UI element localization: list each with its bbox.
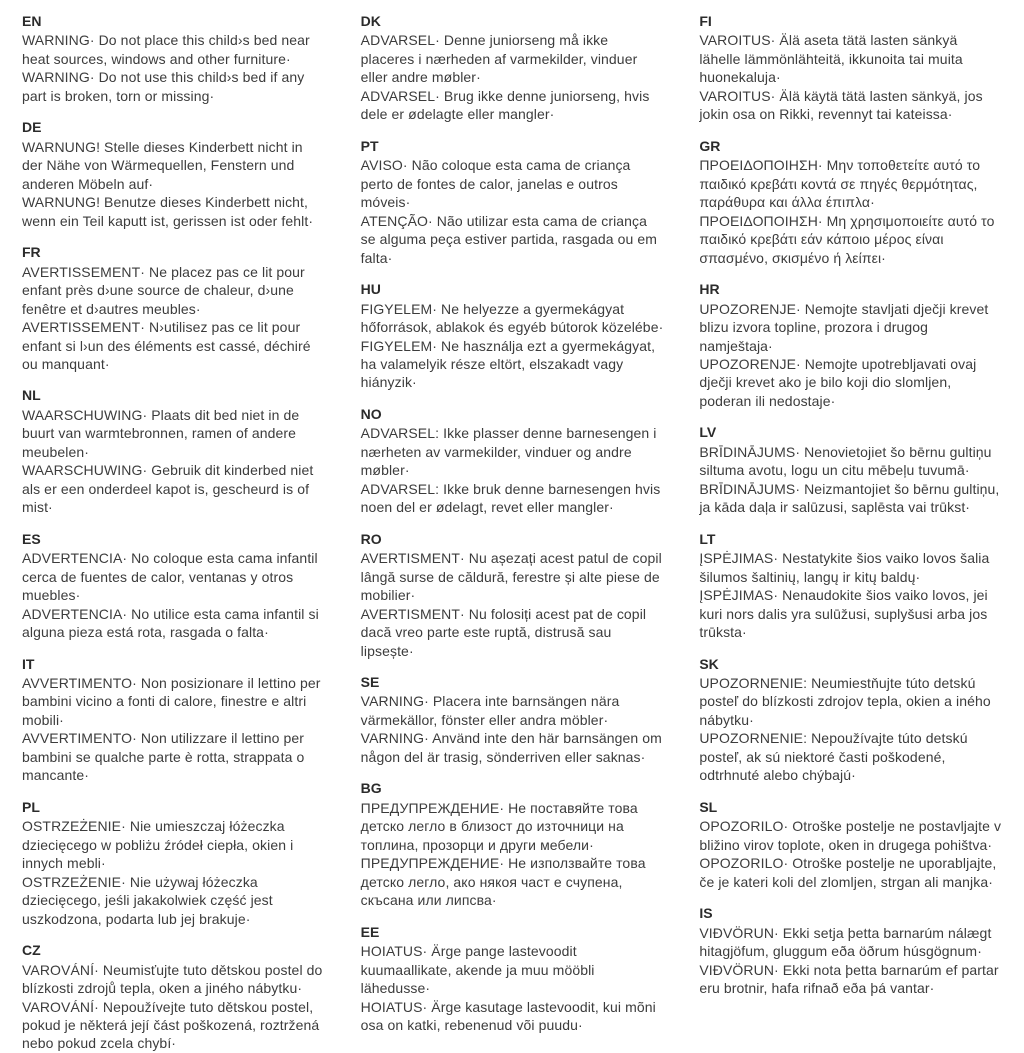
warning-paragraph: WARNING· Do not use this child›s bed if any part is broken, torn or missing· (22, 69, 305, 104)
language-code-heading: EN (22, 13, 42, 29)
language-section-nl (22, 386, 325, 516)
language-section-lv (699, 423, 1002, 516)
language-code-heading: HR (699, 281, 720, 298)
language-code-heading: GR (699, 137, 721, 154)
language-code-heading: HU (360, 281, 381, 298)
warning-paragraph: VARNING· Placera inte barnsängen nära värmekällor, fönster eller andra möbler· (360, 693, 620, 728)
language-section-en (22, 12, 325, 105)
language-section-sk (699, 655, 1002, 785)
language-code-heading: NL (22, 387, 41, 404)
warning-paragraph: WARNUNG! Stelle dieses Kinderbett nicht in der Nähe von Wärmequellen, Fenstern und anderen Möbeln auf· (22, 138, 303, 192)
warning-paragraph: VIÐVÖRUN· Ekki nota þetta barnarúm ef partar eru brotnir, hafa rifnað eða þá vantar· (699, 961, 999, 997)
language-section-ee (361, 923, 664, 1035)
warning-paragraph: ATENÇÃO· Não utilizar esta cama de criança se alguma peça estiver partida, rasgada ou em falta· (360, 212, 658, 266)
warning-paragraph: ADVERTENCIA· No coloque esta cama infantil cerca de fuentes de calor, ventanas y otros muebles· (22, 550, 318, 604)
language-code-heading: SK (699, 655, 719, 672)
language-section-cz (22, 941, 325, 1053)
warning-paragraph: ĮSPĖJIMAS· Nenaudokite šios vaiko lovos, jei kuri nors dalis yra sulūžusi, suplyšusi arba jos trūksta· (699, 587, 988, 641)
warning-paragraph: ADVARSEL· Brug ikke denne juniorseng, hvis dele er ødelagte eller mangler· (360, 87, 650, 123)
language-code-heading: SL (699, 798, 718, 815)
warning-paragraph: ADVARSEL: Ikke bruk denne barnesengen hvis noen del er ødelagt, revet eller mangler· (360, 480, 661, 516)
language-section-it (22, 655, 325, 785)
language-code-heading: ES (22, 530, 41, 547)
language-section-is (699, 904, 1002, 997)
warning-paragraph: ПРЕДУПРЕЖДЕНИЕ· Не поставяйте това детско легло в близост до източници на топлина, прозорци и други мебели· (360, 799, 638, 853)
warning-paragraph: UPOZORNENIE: Neumiestňujte túto detskú posteľ do blízkosti zdrojov tepla, okien a iného nábytku· (699, 675, 991, 728)
language-code-heading: LV (699, 424, 717, 441)
language-code-heading: DE (22, 119, 42, 136)
warning-paragraph: VAROITUS· Älä aseta tätä lasten sänkyä lähelle lämmönlähteitä, ikkunoita tai muita huonekaluja· (699, 32, 963, 86)
warning-paragraph: OSTRZEŻENIE· Nie używaj łóżeczka dziecięcego, jeśli jakakolwiek część jest uszkodzona, podarta lub jej brakuje· (22, 873, 273, 927)
language-code-heading: CZ (22, 942, 41, 959)
warning-paragraph: FIGYELEM· Ne helyezze a gyermekágyat hőforrások, ablakok és egyéb bútorok közelébe· (360, 300, 664, 336)
language-code-heading: EE (360, 923, 380, 940)
language-section-es (22, 530, 325, 642)
warning-paragraph: WAARSCHUWING· Gebruik dit kinderbed niet als er een onderdeel kapot is, gescheurd is of mist· (22, 462, 314, 516)
language-code-heading: NO (360, 405, 382, 422)
warning-paragraph: UPOZORENJE· Nemojte stavljati dječji krevet blizu izvora topline, prozora i drugog namještaja· (699, 300, 989, 354)
language-section-hr (699, 280, 1002, 410)
language-code-heading: IT (22, 655, 35, 672)
language-code-heading: IS (699, 905, 713, 922)
warning-paragraph: AVVERTIMENTO· Non posizionare il lettino per bambini vicino a fonti di calore, finestre e altri mobili· (22, 675, 321, 728)
language-section-lt (699, 530, 1002, 642)
language-section-bg (361, 779, 664, 909)
warning-paragraph: AVERTISMENT· Nu așezați acest patul de copil lângă surse de căldură, ferestre și alte piese de mobilier· (360, 550, 662, 604)
language-code-heading: FR (22, 244, 41, 261)
warning-paragraph: VAROVÁNÍ· Nepoužívejte tuto dětskou postel, pokud je některá její část poškozená, roztržená nebo pokud zcela chybí· (22, 998, 320, 1052)
warning-paragraph: ADVERTENCIA· No utilice esta cama infantil si alguna pieza está rota, rasgada o falta· (22, 605, 319, 641)
warnings-column-2 (360, 12, 664, 1033)
warning-paragraph: OPOZORILO· Otroške postelje ne uporabljajte, če je kateri koli del zlomljen, strgan ali manjka· (699, 855, 997, 890)
warning-paragraph: VAROITUS· Älä käytä tätä lasten sänkyä, jos jokin osa on Rikki, revennyt tai kateissa· (699, 87, 983, 123)
language-section-ro (361, 530, 664, 660)
warning-paragraph: FIGYELEM· Ne használja ezt a gyermekágyat, ha valamelyik része eltört, elszakadt vagy hiányzik· (360, 337, 656, 391)
warning-paragraph: VARNING· Använd inte den här barnsängen om någon del är trasig, sönderriven eller saknas· (360, 730, 662, 765)
warning-paragraph: BRĪDINĀJUMS· Neizmantojiet šo bērnu gultiņu, ja kāda daļa ir salūzusi, saplēsta vai trūkst· (699, 480, 1000, 516)
warning-paragraph: HOIATUS· Ärge pange lastevoodit kuumaallikate, akende ja muu mööbli lähedusse· (360, 943, 595, 997)
warning-paragraph: ПРЕДУПРЕЖДЕНИЕ· Не използвайте това детско легло, ако някоя част е счупена, скъсана или липсва· (360, 855, 646, 909)
language-section-pl (22, 798, 325, 928)
language-section-dk (361, 12, 664, 124)
warning-paragraph: ĮSPĖJIMAS· Nestatykite šios vaiko lovos šalia šilumos šaltinių, langų ir kitų baldų· (699, 550, 990, 585)
language-section-gr (699, 137, 1002, 267)
warning-paragraph: UPOZORNENIE: Nepoužívajte túto detskú posteľ, ak sú niektoré časti poškodené, odtrhnuté alebo chýbajú· (699, 730, 968, 784)
language-section-fi (699, 12, 1002, 124)
language-section-pt (361, 137, 664, 267)
language-section-hu (361, 280, 664, 392)
warning-paragraph: BRĪDINĀJUMS· Nenovietojiet šo bērnu gultiņu siltuma avotu, logu un citu mēbeļu tuvumā· (699, 443, 992, 479)
language-section-se (361, 673, 664, 766)
warning-paragraph: AVISO· Não coloque esta cama de criança perto de fontes de calor, janelas e outros móveis· (360, 157, 631, 211)
language-section-no (361, 405, 664, 517)
language-section-fr (22, 243, 325, 373)
warning-paragraph: HOIATUS· Ärge kasutage lastevoodit, kui mõni osa on katki, rebenenud või puudu· (360, 998, 656, 1033)
warning-paragraph: VAROVÁNÍ· Neumisťujte tuto dětskou postel do blízkosti zdrojů tepla, oken a jiného nábytku· (22, 961, 323, 997)
language-code-heading: BG (360, 780, 382, 797)
warning-paragraph: WARNING· Do not place this child›s bed near heat sources, windows and other furniture· (22, 32, 310, 67)
language-code-heading: RO (360, 530, 382, 547)
language-code-heading: LT (699, 530, 716, 547)
warning-paragraph: AVVERTIMENTO· Non utilizzare il lettino per bambini se qualche parte è rotta, strappata o mancante· (22, 730, 305, 784)
warning-paragraph: VIÐVÖRUN· Ekki setja þetta barnarúm nálægt hitagjöfum, gluggum eða öðrum húsgögnum· (699, 924, 992, 960)
warning-paragraph: AVERTISSEMENT· Ne placez pas ce lit pour enfant près d›une source de chaleur, d›une fenêtre et d›autres meubles· (22, 263, 305, 317)
language-code-heading: PT (360, 137, 379, 154)
language-code-heading: DK (360, 13, 381, 29)
warning-paragraph: AVERTISMENT· Nu folosiți acest pat de copil dacă vreo parte este ruptă, distrusă sau lipsește· (360, 605, 647, 659)
language-code-heading: SE (360, 674, 380, 690)
warning-paragraph: AVERTISSEMENT· N›utilisez pas ce lit pour enfant si l›un des éléments est cassé, déchiré ou manquant· (22, 319, 311, 372)
warning-paragraph: WARNUNG! Benutze dieses Kinderbett nicht, wenn ein Teil kaputt ist, gerissen ist oder fehlt· (22, 194, 314, 229)
warning-paragraph: WAARSCHUWING· Plaats dit bed niet in de buurt van warmtebronnen, ramen of andere meubelen· (22, 406, 300, 460)
language-code-heading: PL (22, 798, 40, 815)
warnings-column-3 (699, 12, 1002, 1014)
warning-paragraph: ADVARSEL· Denne juniorseng må ikke placeres i nærheden af varmekilder, vinduer eller andre møbler· (360, 32, 638, 86)
language-section-de (22, 118, 325, 230)
warning-paragraph: OPOZORILO· Otroške postelje ne postavljajte v bližino virov toplote, oken in drugega pohištva· (699, 818, 1002, 853)
warning-paragraph: OSTRZEŻENIE· Nie umieszczaj łóżeczka dziecięcego w pobliżu źródeł ciepła, okien i innych mebli· (22, 818, 294, 872)
warning-paragraph: ADVARSEL: Ikke plasser denne barnesengen i nærheten av varmekilder, vinduer og andre møbler· (360, 425, 657, 479)
warnings-column-1 (22, 12, 325, 1052)
language-code-heading: FI (699, 13, 712, 29)
language-section-sl (699, 798, 1002, 891)
warning-paragraph: ΠΡΟΕΙΔΟΠΟΙΗΣΗ· Μην τοποθετείτε αυτό το παιδικό κρεβάτι κοντά σε πηγές θερμότητας, παράθυρα και άλλα έπιπλα· (699, 157, 981, 211)
warning-paragraph: UPOZORENJE· Nemojte upotrebljavati ovaj dječji krevet ako je bilo koji dio slomljen, poderan ili nedostaje· (699, 355, 977, 409)
warning-paragraph: ΠΡΟΕΙΔΟΠΟΙΗΣΗ· Μη χρησιμοποιείτε αυτό το παιδικό κρεβάτι εάν κάποιο μέρος είναι σπασμένο, σκισμένο ή λείπει· (699, 212, 995, 266)
